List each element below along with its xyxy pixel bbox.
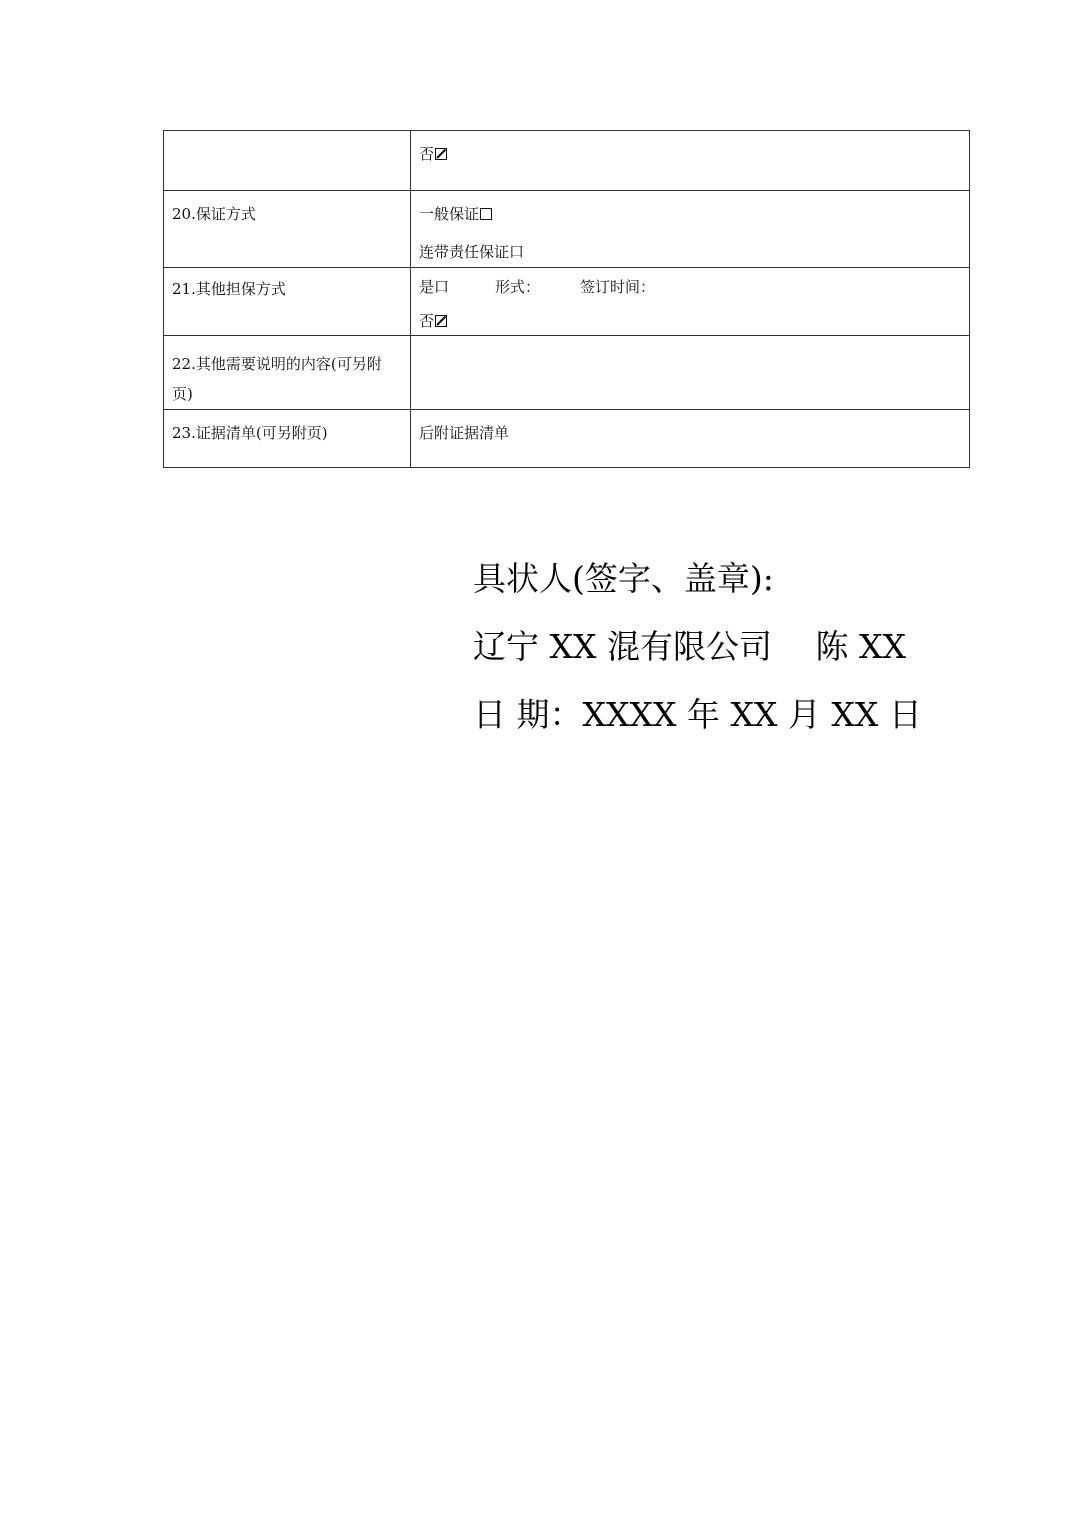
table-row [164,268,970,336]
signature-block [473,545,922,749]
option-no [419,143,961,165]
signature-date: 日 期：XXXX 年 XX 月 XX 日 [473,695,922,734]
row-label: 21.其他担保方式 [164,268,411,336]
row-label: 22.其他需要说明的内容(可另附页) [164,336,411,410]
checked-checkbox-icon[interactable] [435,148,447,160]
table-row [164,191,970,268]
row-label [164,131,411,191]
option-no-label: 否 [419,312,435,330]
row-value [411,268,970,336]
complaint-form-table [163,130,970,468]
form-label: 形式： [495,278,541,296]
table-row [164,336,970,410]
option-general-guarantee [419,203,961,225]
row-value: 后附证据清单 [411,410,970,468]
table-row [164,131,970,191]
option-yes: 是口 [419,278,450,296]
option-general-guarantee-label: 一般保证 [419,205,480,223]
plaintiff-name: 辽宁 XX 混有限公司 陈 XX [473,627,906,666]
row-label: 23.证据清单(可另附页) [164,410,411,468]
checked-checkbox-icon[interactable] [435,315,447,327]
sign-time-label: 签订时间： [580,278,656,296]
row-value [411,336,970,410]
option-no-label: 否 [419,145,435,163]
row-label: 20.保证方式 [164,191,411,268]
option-joint-guarantee: 连带责任保证口 [419,243,525,261]
unchecked-checkbox-icon[interactable] [480,208,492,220]
option-no [419,310,961,332]
plaintiff-signature-label: 具状人(签字、盖章): [473,559,774,598]
row-value [411,191,970,268]
other-guarantee-line [419,276,961,298]
row-value [411,131,970,191]
table-row [164,410,970,468]
